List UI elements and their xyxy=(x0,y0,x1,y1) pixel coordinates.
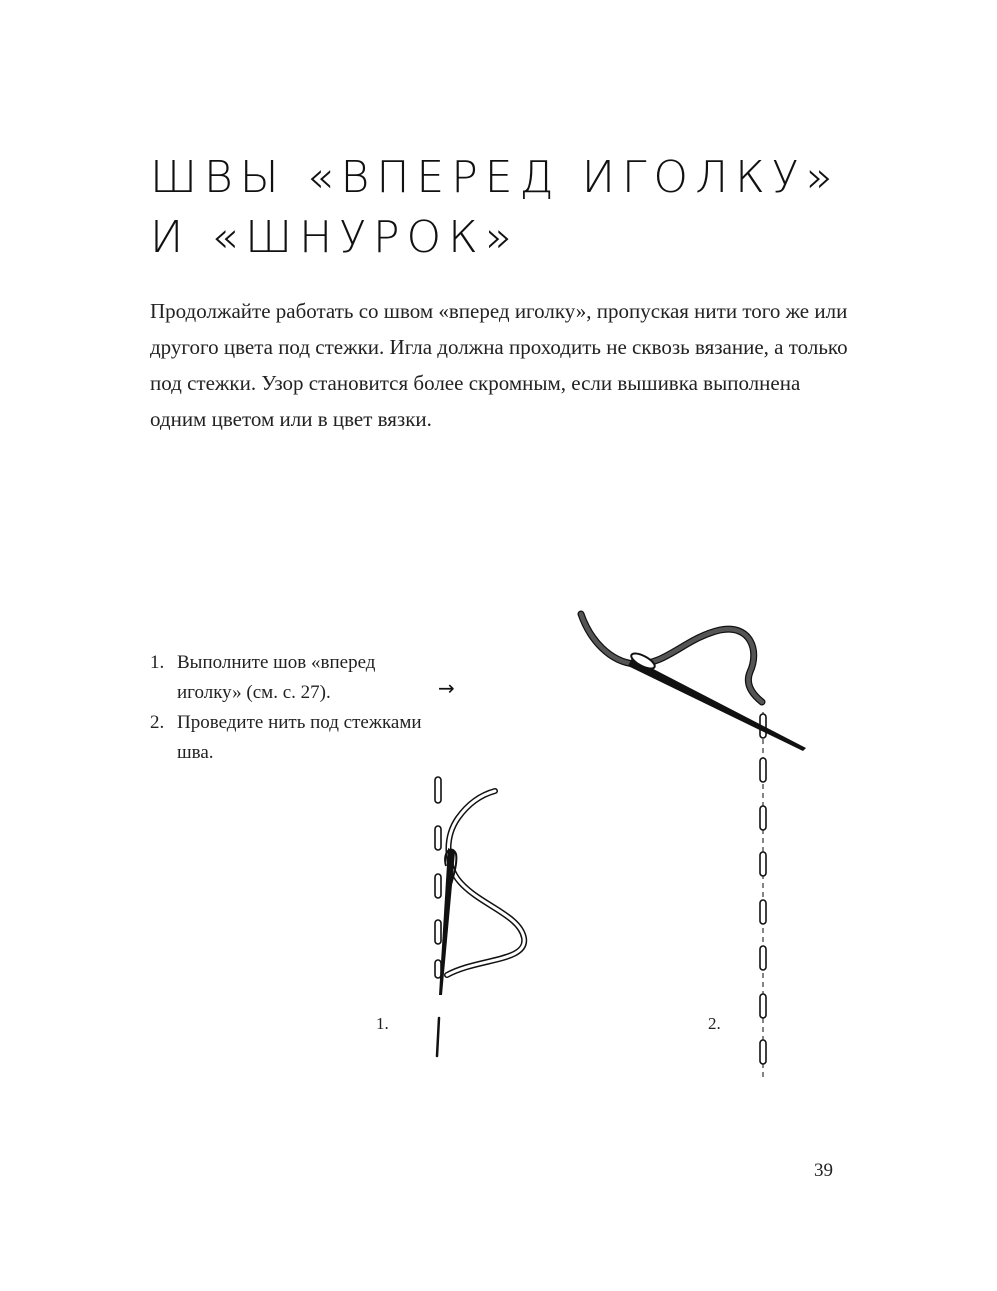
intro-paragraph: Продолжайте работать со швом «вперед иголку», пропуская нити того же или другого цвета под стежки. Игла должна проходить не сквозь вязание, а только под стежки. Узор становится более скромным, если вышивка выполнена одним цветом или в цвет вязки. xyxy=(150,299,848,431)
running-stitches xyxy=(760,714,766,1064)
step-item xyxy=(150,708,440,768)
arrow-right-icon: → xyxy=(438,676,455,700)
step-text: Проведите нить под стежками шва. xyxy=(177,712,422,763)
step-number: 2. xyxy=(150,712,165,733)
step-number: 1. xyxy=(150,652,165,673)
title-line-1: ШВЫ «ВПЕРЕД ИГОЛКУ» xyxy=(150,152,840,203)
step-text: Выполните шов «вперед иголку» (см. с. 27). xyxy=(177,652,376,703)
step-list xyxy=(150,648,440,768)
figure-2-label: 2. xyxy=(708,1014,721,1033)
threaded-needle-illustration xyxy=(570,605,810,1080)
title-line-2: И «ШНУРОК» xyxy=(150,212,519,263)
needle-under-stitches-illustration xyxy=(420,770,540,1070)
page-title xyxy=(150,148,840,268)
running-stitches xyxy=(435,777,441,978)
step-item xyxy=(150,648,440,708)
needle xyxy=(628,658,806,751)
thread xyxy=(581,614,762,702)
page-number: 39 xyxy=(814,1160,833,1181)
figure-1-label: 1. xyxy=(376,1014,389,1033)
